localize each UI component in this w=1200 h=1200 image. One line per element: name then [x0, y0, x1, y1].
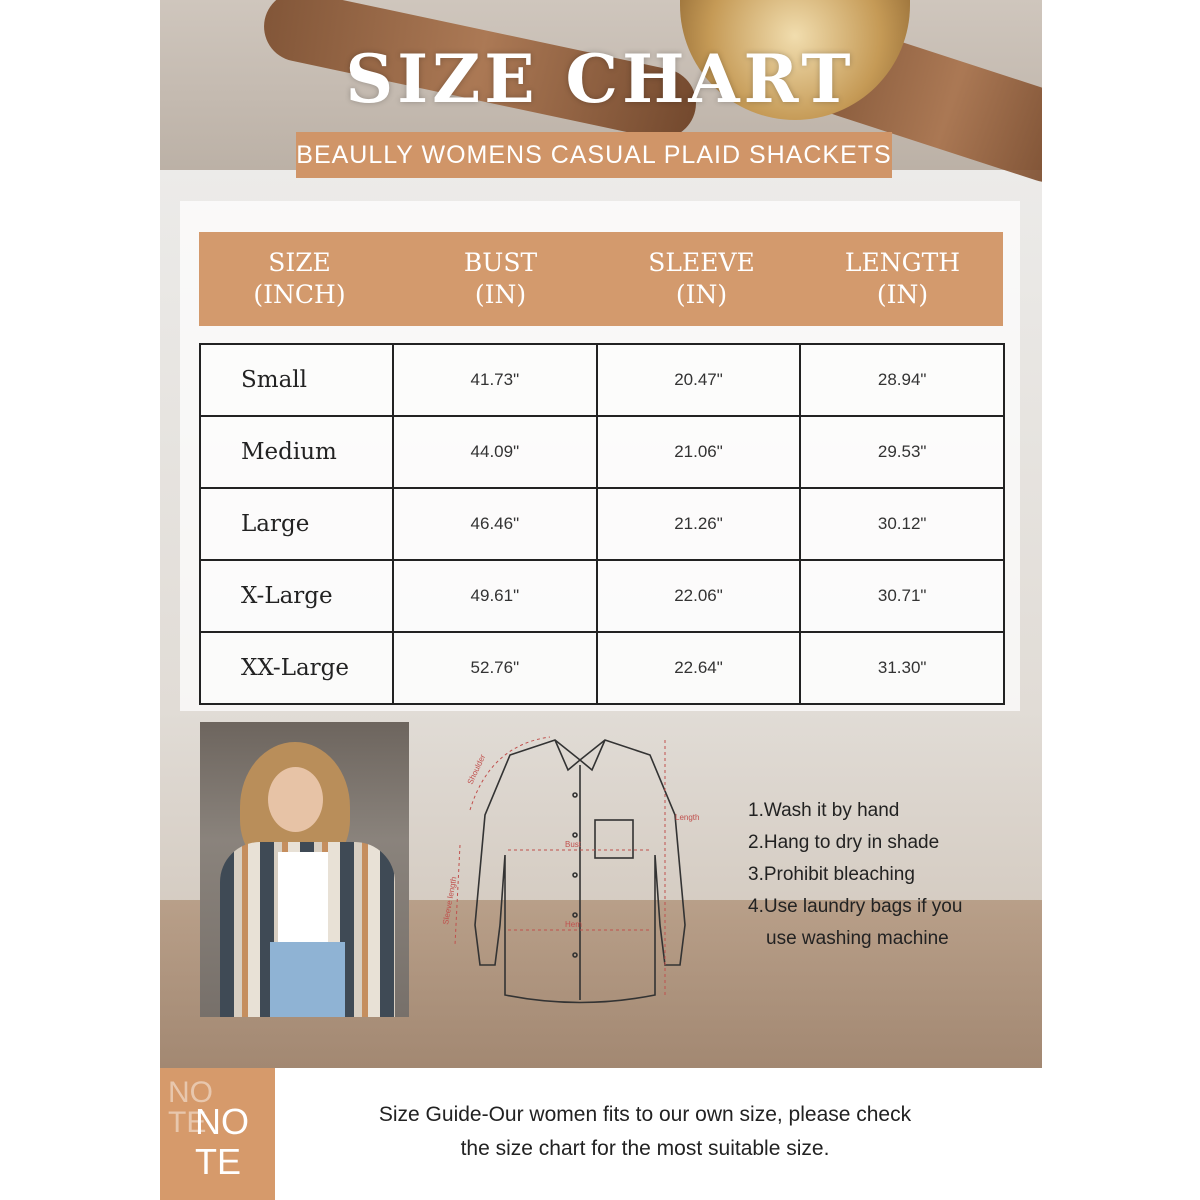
- length-cell: 28.94": [800, 344, 1004, 416]
- model-shirt: [278, 852, 328, 942]
- care-item: 2.Hang to dry in shade: [748, 832, 940, 853]
- note-label: [195, 1102, 249, 1182]
- length-cell: 31.30": [800, 632, 1004, 704]
- diagram-label-hem: Hem: [565, 920, 582, 929]
- product-subtitle-text: BEAULLY WOMENS CASUAL PLAID SHACKETS: [296, 140, 892, 169]
- header-unit: (IN): [474, 280, 527, 309]
- header-size: [199, 232, 400, 326]
- header-label: LENGTH: [844, 248, 961, 277]
- care-item: use washing machine: [766, 928, 949, 949]
- table-row: [200, 416, 1004, 488]
- shirt-diagram-icon: [430, 725, 730, 1025]
- bust-cell: 52.76": [393, 632, 597, 704]
- size-cell: X-Large: [200, 560, 393, 632]
- care-instructions: [748, 795, 962, 955]
- size-cell: XX-Large: [200, 632, 393, 704]
- size-guide-note: [300, 1098, 990, 1166]
- diagram-label-shoulder: Shoulder: [465, 753, 488, 786]
- size-cell: Large: [200, 488, 393, 560]
- bust-cell: 41.73": [393, 344, 597, 416]
- product-subtitle: [296, 132, 892, 178]
- diagram-label-length: Length: [675, 813, 700, 822]
- model-jeans: [270, 942, 345, 1017]
- table-row: [200, 560, 1004, 632]
- note-label-line: TE: [195, 1141, 242, 1182]
- note-label-line: NO: [195, 1101, 249, 1142]
- bust-cell: 49.61": [393, 560, 597, 632]
- header-bust: [400, 232, 601, 326]
- sleeve-cell: 20.47": [597, 344, 801, 416]
- note-ghost-line: TE: [168, 1106, 207, 1139]
- header-label: BUST: [463, 248, 538, 277]
- table-row: [200, 632, 1004, 704]
- model-photo: [200, 722, 409, 1017]
- model-face: [268, 767, 323, 832]
- header-unit: (IN): [876, 280, 929, 309]
- length-cell: 29.53": [800, 416, 1004, 488]
- length-cell: 30.12": [800, 488, 1004, 560]
- header-label: SLEEVE: [648, 248, 755, 277]
- sleeve-cell: 21.26": [597, 488, 801, 560]
- page-title: SIZE CHART: [345, 40, 855, 118]
- header-length: [802, 232, 1003, 326]
- table-row: [200, 488, 1004, 560]
- note-ghost-line: NO: [168, 1076, 213, 1109]
- care-item: 4.Use laundry bags if you: [748, 896, 963, 917]
- note-line: Size Guide-Our women fits to our own size, please check: [378, 1103, 912, 1126]
- care-item: 3.Prohibit bleaching: [748, 864, 915, 885]
- note-line: the size chart for the most suitable size.: [460, 1137, 830, 1160]
- length-cell: 30.71": [800, 560, 1004, 632]
- header-label: SIZE: [268, 248, 331, 277]
- header-unit: (IN): [675, 280, 728, 309]
- header-sleeve: [601, 232, 802, 326]
- table-row: [200, 344, 1004, 416]
- sleeve-cell: 21.06": [597, 416, 801, 488]
- size-cell: Small: [200, 344, 393, 416]
- header-unit: (INCH): [253, 280, 346, 309]
- bust-cell: 44.09": [393, 416, 597, 488]
- diagram-label-bust: Bust: [565, 840, 582, 849]
- table-header: [199, 232, 1003, 326]
- size-table: [199, 343, 1005, 705]
- sleeve-cell: 22.06": [597, 560, 801, 632]
- diagram-label-sleeve: Sleeve length: [441, 876, 459, 926]
- size-cell: Medium: [200, 416, 393, 488]
- sleeve-cell: 22.64": [597, 632, 801, 704]
- care-item: 1.Wash it by hand: [748, 800, 900, 821]
- bust-cell: 46.46": [393, 488, 597, 560]
